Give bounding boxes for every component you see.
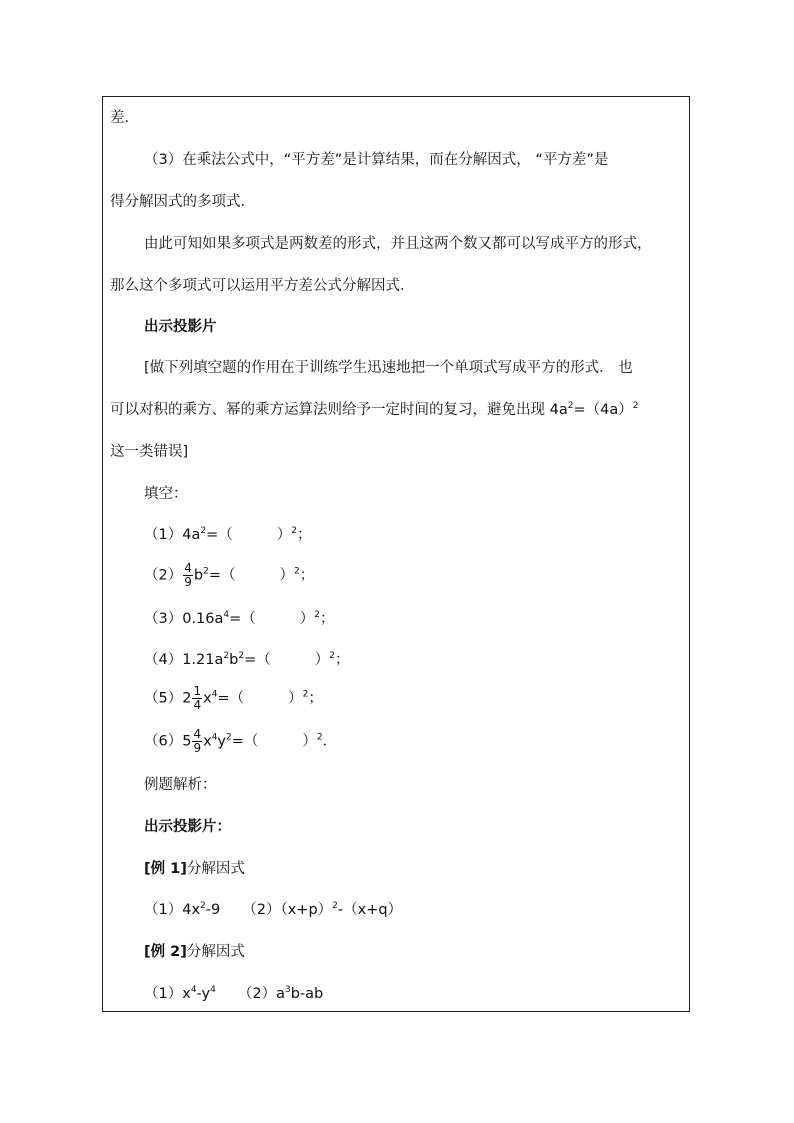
example-1-title: [例 1]分解因式	[144, 861, 245, 877]
paragraph-line: 差．	[110, 110, 139, 126]
note-line: [做下列填空题的作用在于训练学生迅速地把一个单项式写成平方的形式． 也	[144, 360, 633, 376]
fraction: $\frac{1}{4}$	[193, 684, 202, 712]
examples-label: 例题解析：	[144, 777, 217, 793]
example-2-items: $(1)x^4-y^4$ $(2)a^3b-ab$	[144, 985, 324, 1002]
exercise-5: （5）2 $\frac{1}{4}$ $x^4=$（ ）$^2$；	[144, 684, 323, 712]
paragraph-line: 那么这个多项式可以运用平方差公式分解因式．	[110, 278, 415, 294]
note-line: 可以对积的乘方、幂的乘方运算法则给予一定时间的复习，避免出现 $4a^2=(4a)^2$	[110, 401, 639, 418]
example-1-items: $(1)4x^2-9$ $(2)(x+p)^2-(x+q)$	[144, 901, 403, 918]
fill-label: 填空：	[144, 486, 188, 502]
paragraph-line: 由此可知如果多项式是两数差的形式，并且这两个数又都可以写成平方的形式，	[144, 236, 652, 252]
exercise-4: $(4)1.21a^2b^2=$（ ）$^2$；	[144, 651, 350, 668]
paragraph-line: （3）在乘法公式中，“平方差”是计算结果，而在分解因式， “平方差”是	[144, 152, 609, 168]
exercise-2: （2） $\frac{4}{9}$ $b^2=$（ ）$^2$；	[144, 561, 315, 589]
note-line: 这一类错误]	[110, 444, 189, 460]
exercise-6: （6）5 $\frac{4}{9}$ $x^4y^2=$（ ）$^2$．	[144, 727, 338, 755]
fraction: $\frac{4}{9}$	[184, 561, 192, 589]
exercise-1: $(1)4a^2=$（ ）$^2$；	[144, 526, 312, 543]
section-heading: 出示投影片：	[144, 819, 231, 835]
example-2-title: [例 2]分解因式	[144, 944, 245, 960]
exercise-3: $(3)0.16a^4=$（ ）$^2$；	[144, 610, 335, 627]
paragraph-line: 得分解因式的多项式．	[110, 194, 255, 210]
section-heading: 出示投影片	[144, 319, 217, 335]
fraction: $\frac{4}{9}$	[193, 727, 202, 755]
